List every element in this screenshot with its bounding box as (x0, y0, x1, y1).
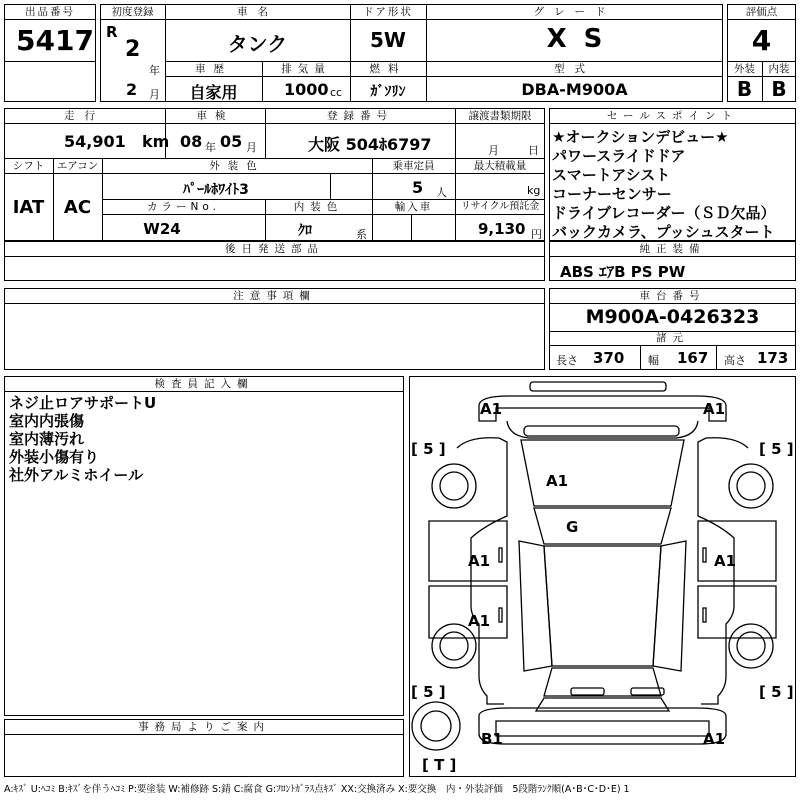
capacity-unit: 人 (436, 186, 447, 199)
mark-door-rl: A1 (468, 612, 491, 630)
mark-rear-right: A1 (703, 730, 726, 748)
mark-rear-left: B1 (481, 730, 503, 748)
exterior-label: 外装 (734, 63, 755, 75)
sales-points-label: セールスポイント (606, 110, 739, 122)
mark-door-fl: A1 (468, 552, 491, 570)
mark-tire-fr: [ 5 ] (759, 440, 794, 458)
transfer-deadline-label: 譲渡書類期限 (468, 110, 532, 122)
chassis-label: 車台番号 (639, 290, 706, 302)
capacity-label: 乗車定員 (392, 160, 435, 172)
displacement-label: 排気量 (281, 63, 331, 75)
aircon-label: エアコン (56, 160, 99, 172)
mileage-unit: km (142, 132, 170, 151)
color-no: W24 (143, 220, 181, 238)
transfer-day-unit: 日 (528, 144, 539, 157)
office-label: 事務局よりご案内 (138, 721, 270, 733)
equipment: ABS ｴｱB PS PW (560, 263, 686, 281)
shift-label: シフト (12, 160, 45, 172)
sales-point: パワースライドドア (552, 147, 686, 165)
inspector-notes (9, 394, 156, 484)
length-label: 長さ (556, 354, 578, 367)
first-reg-label: 初度登録 (111, 6, 154, 18)
model-label: 型式 (554, 63, 595, 75)
aircon: AC (63, 197, 92, 218)
mark-hood: A1 (546, 472, 569, 490)
mark-door-fr: A1 (714, 552, 737, 570)
color-no-label: カラーNo. (147, 201, 220, 213)
width: 167 (677, 349, 709, 367)
max-load-label: 最大積載量 (473, 160, 527, 172)
first-reg-year-unit: 年 (149, 64, 160, 77)
max-load-unit: kg (527, 184, 541, 197)
fuel: ｶﾞｿﾘﾝ (370, 84, 406, 100)
recycle-label: リサイクル預託金 (460, 201, 540, 212)
chassis-number: M900A-0426323 (585, 306, 760, 328)
ext-color-label: 外装色 (209, 160, 265, 172)
lot-number: 5417 (16, 24, 94, 57)
caution-label: 注意事項欄 (233, 290, 316, 302)
interior-label: 内装 (768, 63, 790, 75)
interior-grade: B (771, 77, 787, 101)
lot-label: 出品番号 (25, 6, 75, 18)
mark-roof: G (566, 518, 579, 536)
height-label: 高さ (724, 354, 746, 367)
inspector-note: ネジ止ロアサポートU (9, 394, 157, 412)
first-reg-era: R (106, 23, 118, 41)
usage-label: 車歴 (195, 63, 232, 75)
capacity: 5 (412, 178, 424, 197)
inspection-year-unit: 年 (205, 141, 216, 154)
inspector-note: 室内内張傷 (9, 412, 85, 430)
inspection-label: 車検 (196, 110, 234, 122)
import-label: 輸入車 (394, 201, 433, 213)
plate-number: 大阪 504ﾎ6797 (308, 135, 432, 154)
displacement-unit: cc (330, 86, 343, 99)
car-name-label: 車名 (237, 6, 278, 18)
mark-spare: [ T ] (422, 756, 457, 774)
displacement: 1000 (284, 80, 329, 99)
sales-point: バックカメラ、プッシュスタート (552, 223, 775, 241)
mark-front-left: A1 (480, 400, 503, 418)
recycle-fee: 9,130 (478, 220, 526, 238)
sales-point: コーナーセンサー (552, 185, 672, 203)
car-name: タンク (227, 32, 288, 56)
inspection-month: 05 (220, 132, 243, 151)
door-label: ドア形状 (363, 6, 413, 18)
inspector-note: 室内薄汚れ (9, 430, 85, 448)
mark-tire-fl: [ 5 ] (411, 440, 446, 458)
equipment-label: 純正装備 (639, 243, 706, 255)
transfer-month-unit: 月 (488, 144, 499, 157)
first-reg-year: 2 (125, 37, 141, 62)
mark-tire-rl: [ 5 ] (411, 683, 446, 701)
model-code: DBA-M900A (521, 80, 628, 99)
int-color-unit: 系 (356, 228, 367, 241)
plate-label: 登録番号 (327, 110, 393, 122)
recycle-unit: 円 (531, 228, 542, 241)
mark-tire-rr: [ 5 ] (759, 683, 794, 701)
length: 370 (593, 349, 625, 367)
mark-front-right: A1 (703, 400, 726, 418)
inspection-year: 08 (180, 132, 203, 151)
exterior-grade: B (736, 77, 753, 101)
shift: IAT (12, 197, 45, 218)
sales-points-list (552, 128, 776, 242)
sales-point: ドライブレコーダー（ＳＤ欠品） (552, 204, 776, 222)
inspector-note: 社外アルミホイール (9, 466, 144, 484)
car-diagram (409, 376, 796, 777)
later-parts-label: 後日発送部品 (225, 243, 324, 255)
specs-label: 諸元 (656, 332, 689, 344)
int-color-label: 内装色 (293, 201, 344, 213)
first-reg-month-unit: 月 (149, 88, 160, 101)
grade: X S (546, 24, 603, 54)
score-label: 評価点 (745, 6, 778, 18)
door-type: 5W (370, 28, 406, 52)
first-reg-month: 2 (126, 80, 138, 99)
fuel-label: 燃料 (369, 63, 407, 75)
width-label: 幅 (648, 354, 659, 367)
mileage: 54,901 (64, 132, 126, 151)
usage: 自家用 (189, 83, 238, 102)
legend: A:ｷｽﾞ U:ﾍｺﾐ B:ｷｽﾞを伴うﾍｺﾐ P:要塗装 W:補修跡 S:錆 C:腐食 G:ﾌﾛﾝﾄｶﾞﾗｽ点ｷｽﾞ XX:交換済み X:要交換 内・外装評価 5段階ﾗﾝｸ順(A･B･C･D･E) 1 (4, 784, 630, 795)
mileage-label: 走行 (64, 110, 105, 122)
score: 4 (751, 24, 772, 57)
grade-label: グレード (533, 6, 616, 18)
ext-color: ﾊﾟｰﾙﾎﾜｲﾄ3 (183, 182, 249, 198)
height: 173 (757, 349, 789, 367)
int-color: ｸﾛ (298, 223, 312, 239)
inspector-note: 外装小傷有り (9, 448, 100, 466)
sales-point: スマートアシスト (552, 166, 671, 184)
sales-point: ★オークションデビュー★ (552, 128, 729, 146)
inspection-month-unit: 月 (246, 141, 257, 154)
inspector-label: 検査員記入欄 (154, 378, 254, 390)
